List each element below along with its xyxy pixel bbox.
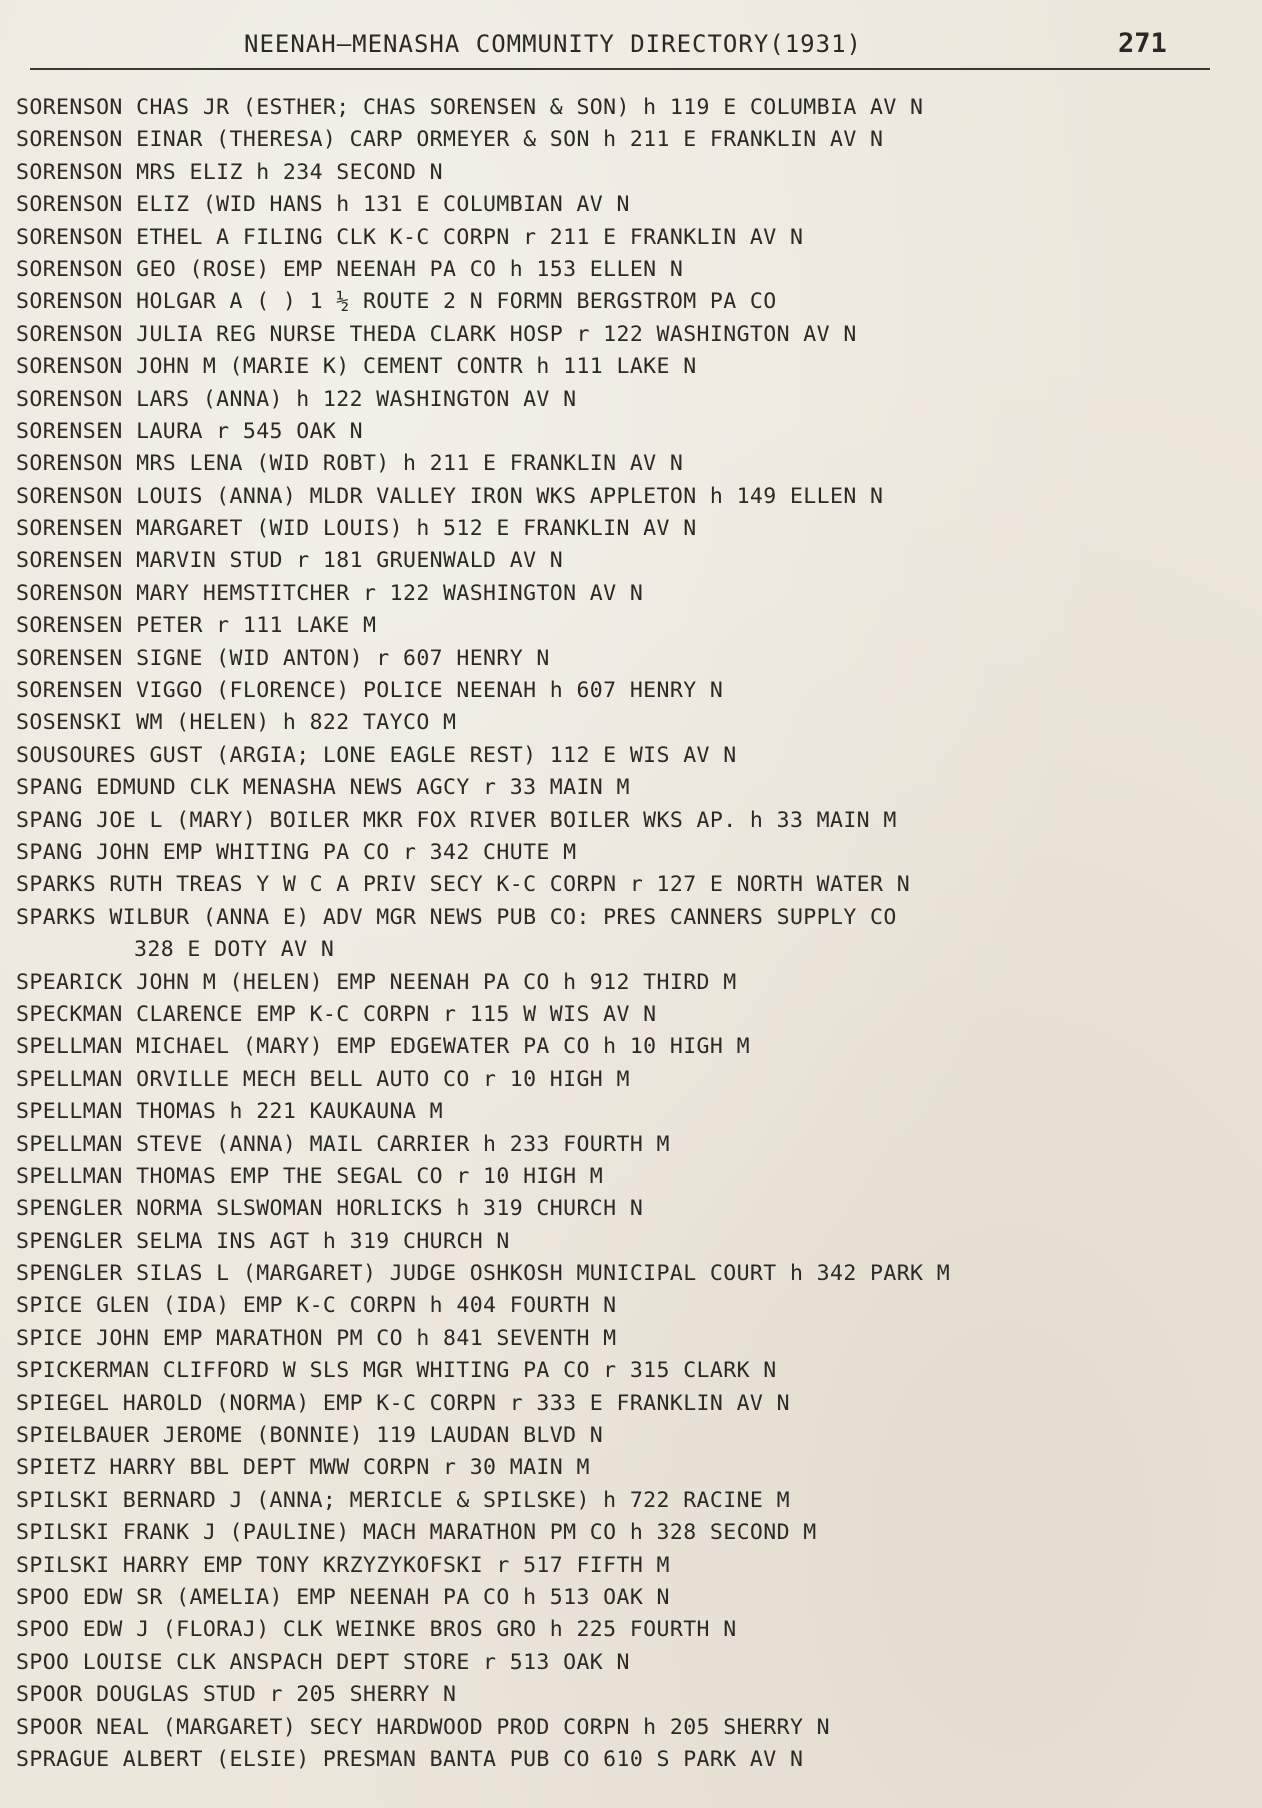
directory-entry: SOSENSKI WM (HELEN) h 822 TAYCO M [16, 710, 457, 736]
directory-entry: SORENSEN SIGNE (WID ANTON) r 607 HENRY N [16, 645, 550, 671]
directory-entry: SPANG JOHN EMP WHITING PA CO r 342 CHUTE M [16, 839, 577, 865]
directory-entry: SPELLMAN ORVILLE MECH BELL AUTO CO r 10 HIGH M [16, 1066, 630, 1092]
directory-entry: SPANG JOE L (MARY) BOILER MKR FOX RIVER BOILER WKS AP. h 33 MAIN M [16, 807, 897, 833]
directory-entry: SORENSON ELIZ (WID HANS h 131 E COLUMBIAN AV N [16, 192, 630, 218]
directory-entry: SPENGLER SELMA INS AGT h 319 CHURCH N [16, 1228, 510, 1254]
directory-entry: SPENGLER SILAS L (MARGARET) JUDGE OSHKOSH MUNICIPAL COURT h 342 PARK M [16, 1261, 951, 1287]
directory-entry: SPARKS RUTH TREAS Y W C A PRIV SECY K-C CORPN r 127 E NORTH WATER N [16, 872, 911, 898]
directory-entry: SPANG EDMUND CLK MENASHA NEWS AGCY r 33 MAIN M [16, 775, 630, 801]
directory-entry: SPRAGUE ALBERT (ELSIE) PRESMAN BANTA PUB CO 610 S PARK AV N [16, 1746, 804, 1772]
directory-entry: SPELLMAN STEVE (ANNA) MAIL CARRIER h 233 FOURTH M [16, 1131, 670, 1157]
directory-entry: SPICE JOHN EMP MARATHON PM CO h 841 SEVENTH M [16, 1325, 617, 1351]
directory-entry: SORENSON HOLGAR A ( ) 1 ½ ROUTE 2 N FORMN BERGSTROM PA CO [16, 289, 777, 315]
directory-entry: SORENSEN VIGGO (FLORENCE) POLICE NEENAH h 607 HENRY N [16, 678, 724, 704]
directory-entry: SORENSEN MARVIN STUD r 181 GRUENWALD AV N [16, 548, 564, 574]
directory-entry: SORENSON EINAR (THERESA) CARP ORMEYER & SON h 211 E FRANKLIN AV N [16, 127, 884, 153]
directory-entry: SPILSKI HARRY EMP TONY KRZYZYKOFSKI r 517 FIFTH M [16, 1552, 670, 1578]
directory-entry: SPOO EDW SR (AMELIA) EMP NEENAH PA CO h 513 OAK N [16, 1584, 670, 1610]
directory-entry: SPELLMAN MICHAEL (MARY) EMP EDGEWATER PA CO h 10 HIGH M [16, 1034, 750, 1060]
page-number: 271 [1118, 28, 1167, 59]
directory-entry: SORENSON JULIA REG NURSE THEDA CLARK HOSP r 122 WASHINGTON AV N [16, 321, 857, 347]
directory-entry: SORENSON CHAS JR (ESTHER; CHAS SORENSEN & SON) h 119 E COLUMBIA AV N [16, 95, 924, 120]
directory-entry: SPICE GLEN (IDA) EMP K-C CORPN h 404 FOURTH N [16, 1293, 617, 1319]
directory-entry: SPARKS WILBUR (ANNA E) ADV MGR NEWS PUB CO: PRES CANNERS SUPPLY CO [16, 904, 897, 930]
directory-entry: SPILSKI BERNARD J (ANNA; MERICLE & SPILSKE) h 722 RACINE M [16, 1487, 790, 1513]
directory-entry: SPOOR NEAL (MARGARET) SECY HARDWOOD PROD CORPN h 205 SHERRY N [16, 1714, 830, 1740]
directory-entry: SORENSEN PETER r 111 LAKE M [16, 613, 377, 639]
directory-entry: SPELLMAN THOMAS EMP THE SEGAL CO r 10 HIGH M [16, 1163, 604, 1189]
directory-entry: SORENSON LARS (ANNA) h 122 WASHINGTON AV N [16, 386, 577, 412]
directory-entry: SORENSON MRS ELIZ h 234 SECOND N [16, 159, 444, 185]
directory-entry-continuation: 328 E DOTY AV N [134, 937, 335, 963]
directory-title: NEENAH—MENASHA COMMUNITY DIRECTORY(1931) [244, 30, 862, 58]
directory-entry: SOUSOURES GUST (ARGIA; LONE EAGLE REST) 112 E WIS AV N [16, 742, 737, 768]
directory-entry: SPELLMAN THOMAS h 221 KAUKAUNA M [16, 1099, 444, 1125]
directory-entry: SORENSON ETHEL A FILING CLK K-C CORPN r 211 E FRANKLIN AV N [16, 224, 804, 250]
directory-entry: SORENSEN MARGARET (WID LOUIS) h 512 E FRANKLIN AV N [16, 516, 697, 542]
directory-entry: SPIEGEL HAROLD (NORMA) EMP K-C CORPN r 333 E FRANKLIN AV N [16, 1390, 790, 1416]
directory-entry: SORENSON JOHN M (MARIE K) CEMENT CONTR h 111 LAKE N [16, 354, 697, 380]
directory-entry: SPEARICK JOHN M (HELEN) EMP NEENAH PA CO h 912 THIRD M [16, 969, 737, 995]
directory-entry: SORENSEN LAURA r 545 OAK N [16, 418, 363, 444]
directory-entry: SPILSKI FRANK J (PAULINE) MACH MARATHON PM CO h 328 SECOND M [16, 1520, 817, 1546]
directory-entry: SPENGLER NORMA SLSWOMAN HORLICKS h 319 CHURCH N [16, 1196, 644, 1222]
directory-entry: SORENSON GEO (ROSE) EMP NEENAH PA CO h 153 ELLEN N [16, 256, 684, 282]
directory-entry: SPICKERMAN CLIFFORD W SLS MGR WHITING PA CO r 315 CLARK N [16, 1358, 777, 1384]
page-header [0, 26, 1262, 66]
directory-entry: SPOO LOUISE CLK ANSPACH DEPT STORE r 513 OAK N [16, 1649, 630, 1675]
directory-entry: SORENSON MARY HEMSTITCHER r 122 WASHINGTON AV N [16, 580, 644, 606]
directory-entry: SPIETZ HARRY BBL DEPT MWW CORPN r 30 MAIN M [16, 1455, 590, 1481]
directory-entry: SORENSON MRS LENA (WID ROBT) h 211 E FRANKLIN AV N [16, 451, 684, 477]
directory-listing [16, 92, 1246, 1776]
directory-entry: SORENSON LOUIS (ANNA) MLDR VALLEY IRON WKS APPLETON h 149 ELLEN N [16, 483, 884, 509]
directory-entry: SPECKMAN CLARENCE EMP K-C CORPN r 115 W WIS AV N [16, 1001, 657, 1027]
directory-entry: SPOO EDW J (FLORAJ) CLK WEINKE BROS GRO h 225 FOURTH N [16, 1617, 737, 1643]
header-divider [30, 68, 1210, 70]
directory-entry: SPIELBAUER JEROME (BONNIE) 119 LAUDAN BLVD N [16, 1423, 604, 1449]
directory-entry: SPOOR DOUGLAS STUD r 205 SHERRY N [16, 1682, 457, 1708]
